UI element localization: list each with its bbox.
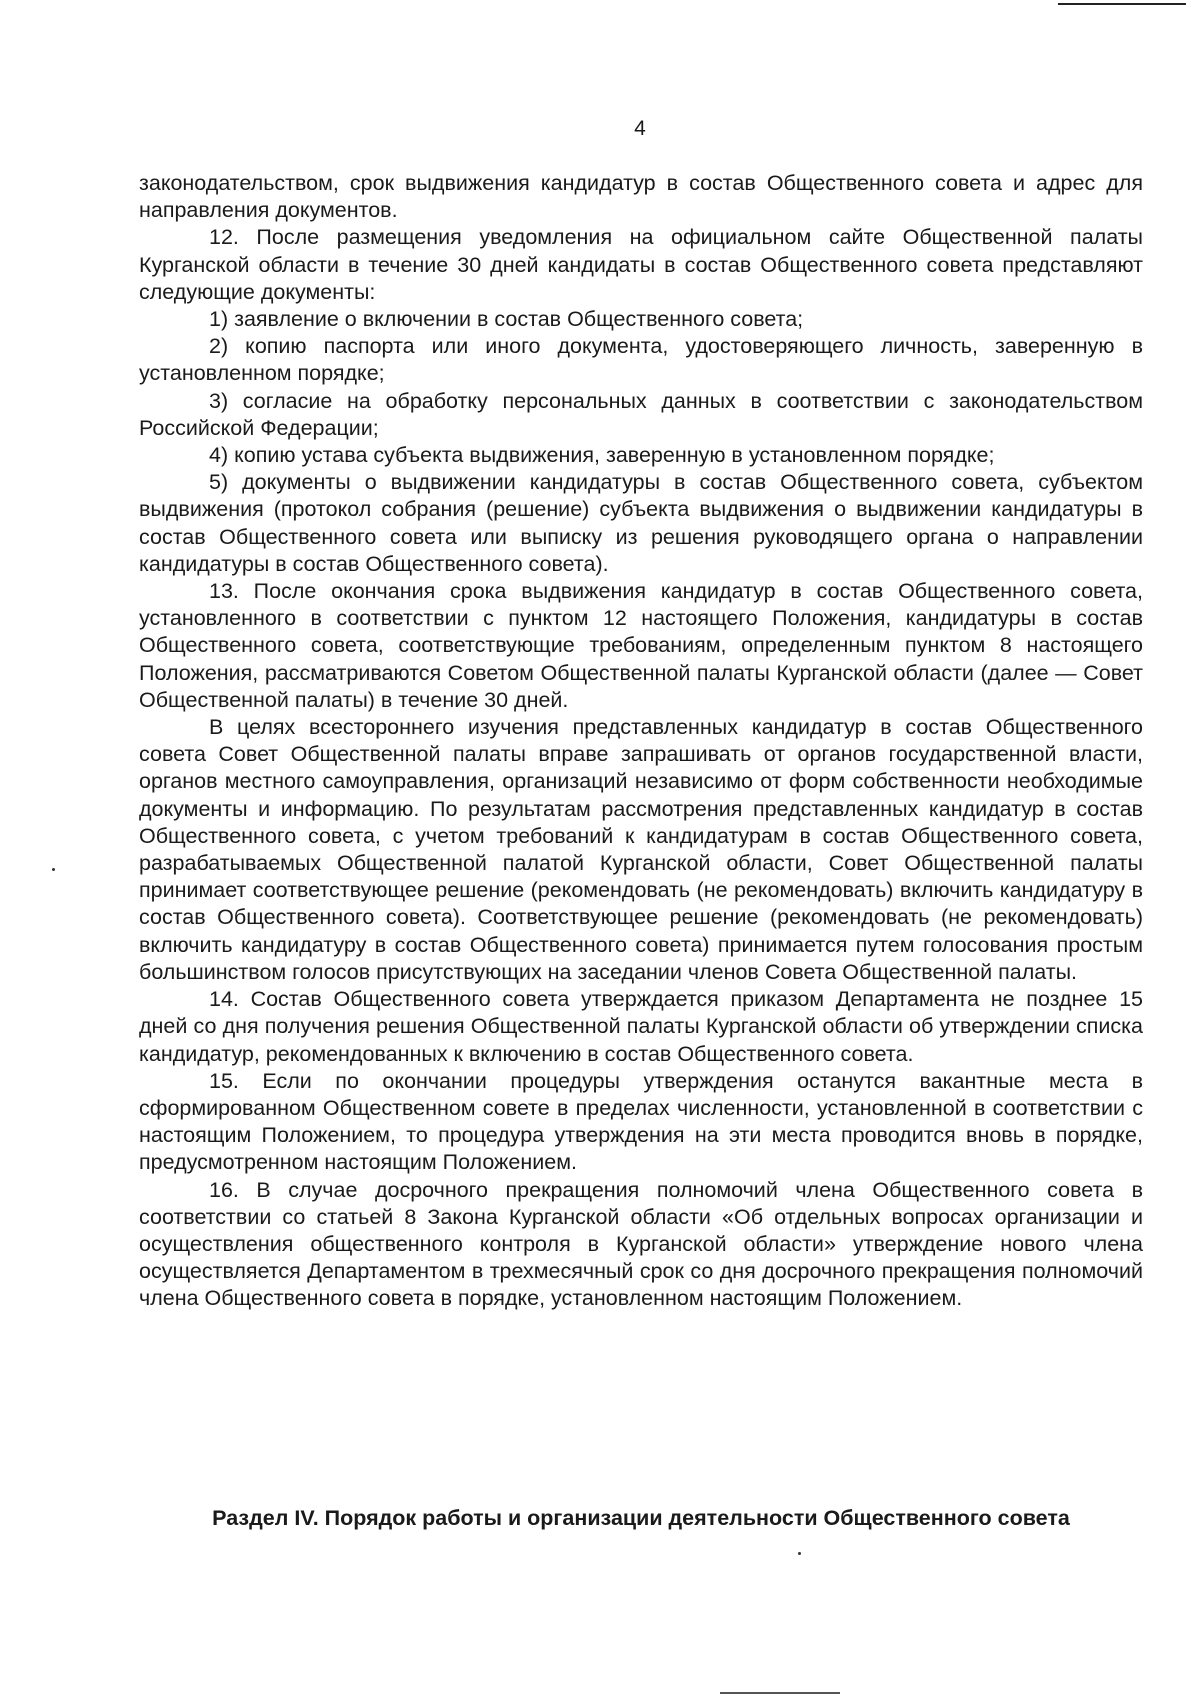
paragraph: 3) согласие на обработку персональных данных в соответствии с законодательством Российской Федерации; [139, 388, 1143, 440]
paragraph: 5) документы о выдвижении кандидатуры в состав Общественного совета, субъектом выдвижения (протокол собрания (решение) субъекта выдвижения о выдвижении кандидатуры в состав Общественного совета или выписку из решения руководящего органа о направлении кандидатуры в состав Общественного совета). [139, 470, 1143, 576]
paragraph: 15. Если по окончании процедуры утверждения останутся вакантные места в сформированном Общественном совете в пределах численности, установленной в соответствии с настоящим Положением, то процедура утверждения на эти места проводится вновь в порядке, предусмотренном настоящим Положением. [139, 1068, 1143, 1175]
section-heading: Раздел IV. Порядок работы и организации деятельности Общественного совета [212, 1506, 1070, 1530]
document-body [139, 170, 1143, 1313]
scan-dot [52, 868, 55, 871]
paragraph: 12. После размещения уведомления на официальном сайте Общественной палаты Курганской области в течение 30 дней кандидаты в состав Общественного совета представляют следующие документы: [139, 225, 1143, 304]
scan-mark-bottom [720, 1692, 840, 1694]
paragraph: В целях всестороннего изучения представленных кандидатур в состав Общественного совета Совет Общественной палаты вправе запрашивать от органов государственной власти, органов местного самоуправления, организаций независимо от форм собственности необходимые документы и информацию. По результатам рассмотрения представленных кандидатур в состав Общественного совета, с учетом требований к кандидатурам в состав Общественного совета, разрабатываемых Общественной палатой Курганской области, Совет Общественной палаты принимает соответствующее решение (рекомендовать (не рекомендовать) включить кандидатуру в состав Общественного совета). Соответствующее решение (рекомендовать (не рекомендовать) включить кандидатуру в состав Общественного совета) принимается путем голосования простым большинством голосов присутствующих на заседании членов Совета Общественной палаты. [139, 715, 1143, 984]
scan-mark-top [1058, 3, 1186, 5]
paragraph: 14. Состав Общественного совета утверждается приказом Департамента не позднее 15 дней со дня получения решения Общественной палаты Курганской области об утверждении списка кандидатур, рекомендованных к включению в состав Общественного совета. [139, 987, 1143, 1066]
paragraph: 2) копию паспорта или иного документа, удостоверяющего личность, заверенную в установленном порядке; [139, 334, 1143, 386]
page-number: 4 [634, 117, 646, 140]
paragraph: 13. После окончания срока выдвижения кандидатур в состав Общественного совета, установленного в соответствии с пунктом 12 настоящего Положения, кандидатуры в состав Общественного совета, соответствующие требованиям, определенным пунктом 8 настоящего Положения, рассматриваются Советом Общественной палаты Курганской области (далее — Совет Общественной палаты) в течение 30 дней. [139, 579, 1143, 712]
paragraph: 4) копию устава субъекта выдвижения, заверенную в установленном порядке; [209, 443, 995, 468]
paragraph: законодательством, срок выдвижения кандидатур в состав Общественного совета и адрес для направления документов. [139, 171, 1143, 223]
paragraph: 1) заявление о включении в состав Общественного совета; [209, 307, 804, 332]
scan-dot [798, 1552, 801, 1555]
paragraph: 16. В случае досрочного прекращения полномочий члена Общественного совета в соответствии со статьей 8 Закона Курганской области «Об отдельных вопросах организации и осуществления общественного контроля в Курганской области» утверждение нового члена осуществляется Департаментом в трехмесячный срок со дня досрочного прекращения полномочий члена Общественного совета в порядке, установленном настоящим Положением. [139, 1177, 1143, 1311]
